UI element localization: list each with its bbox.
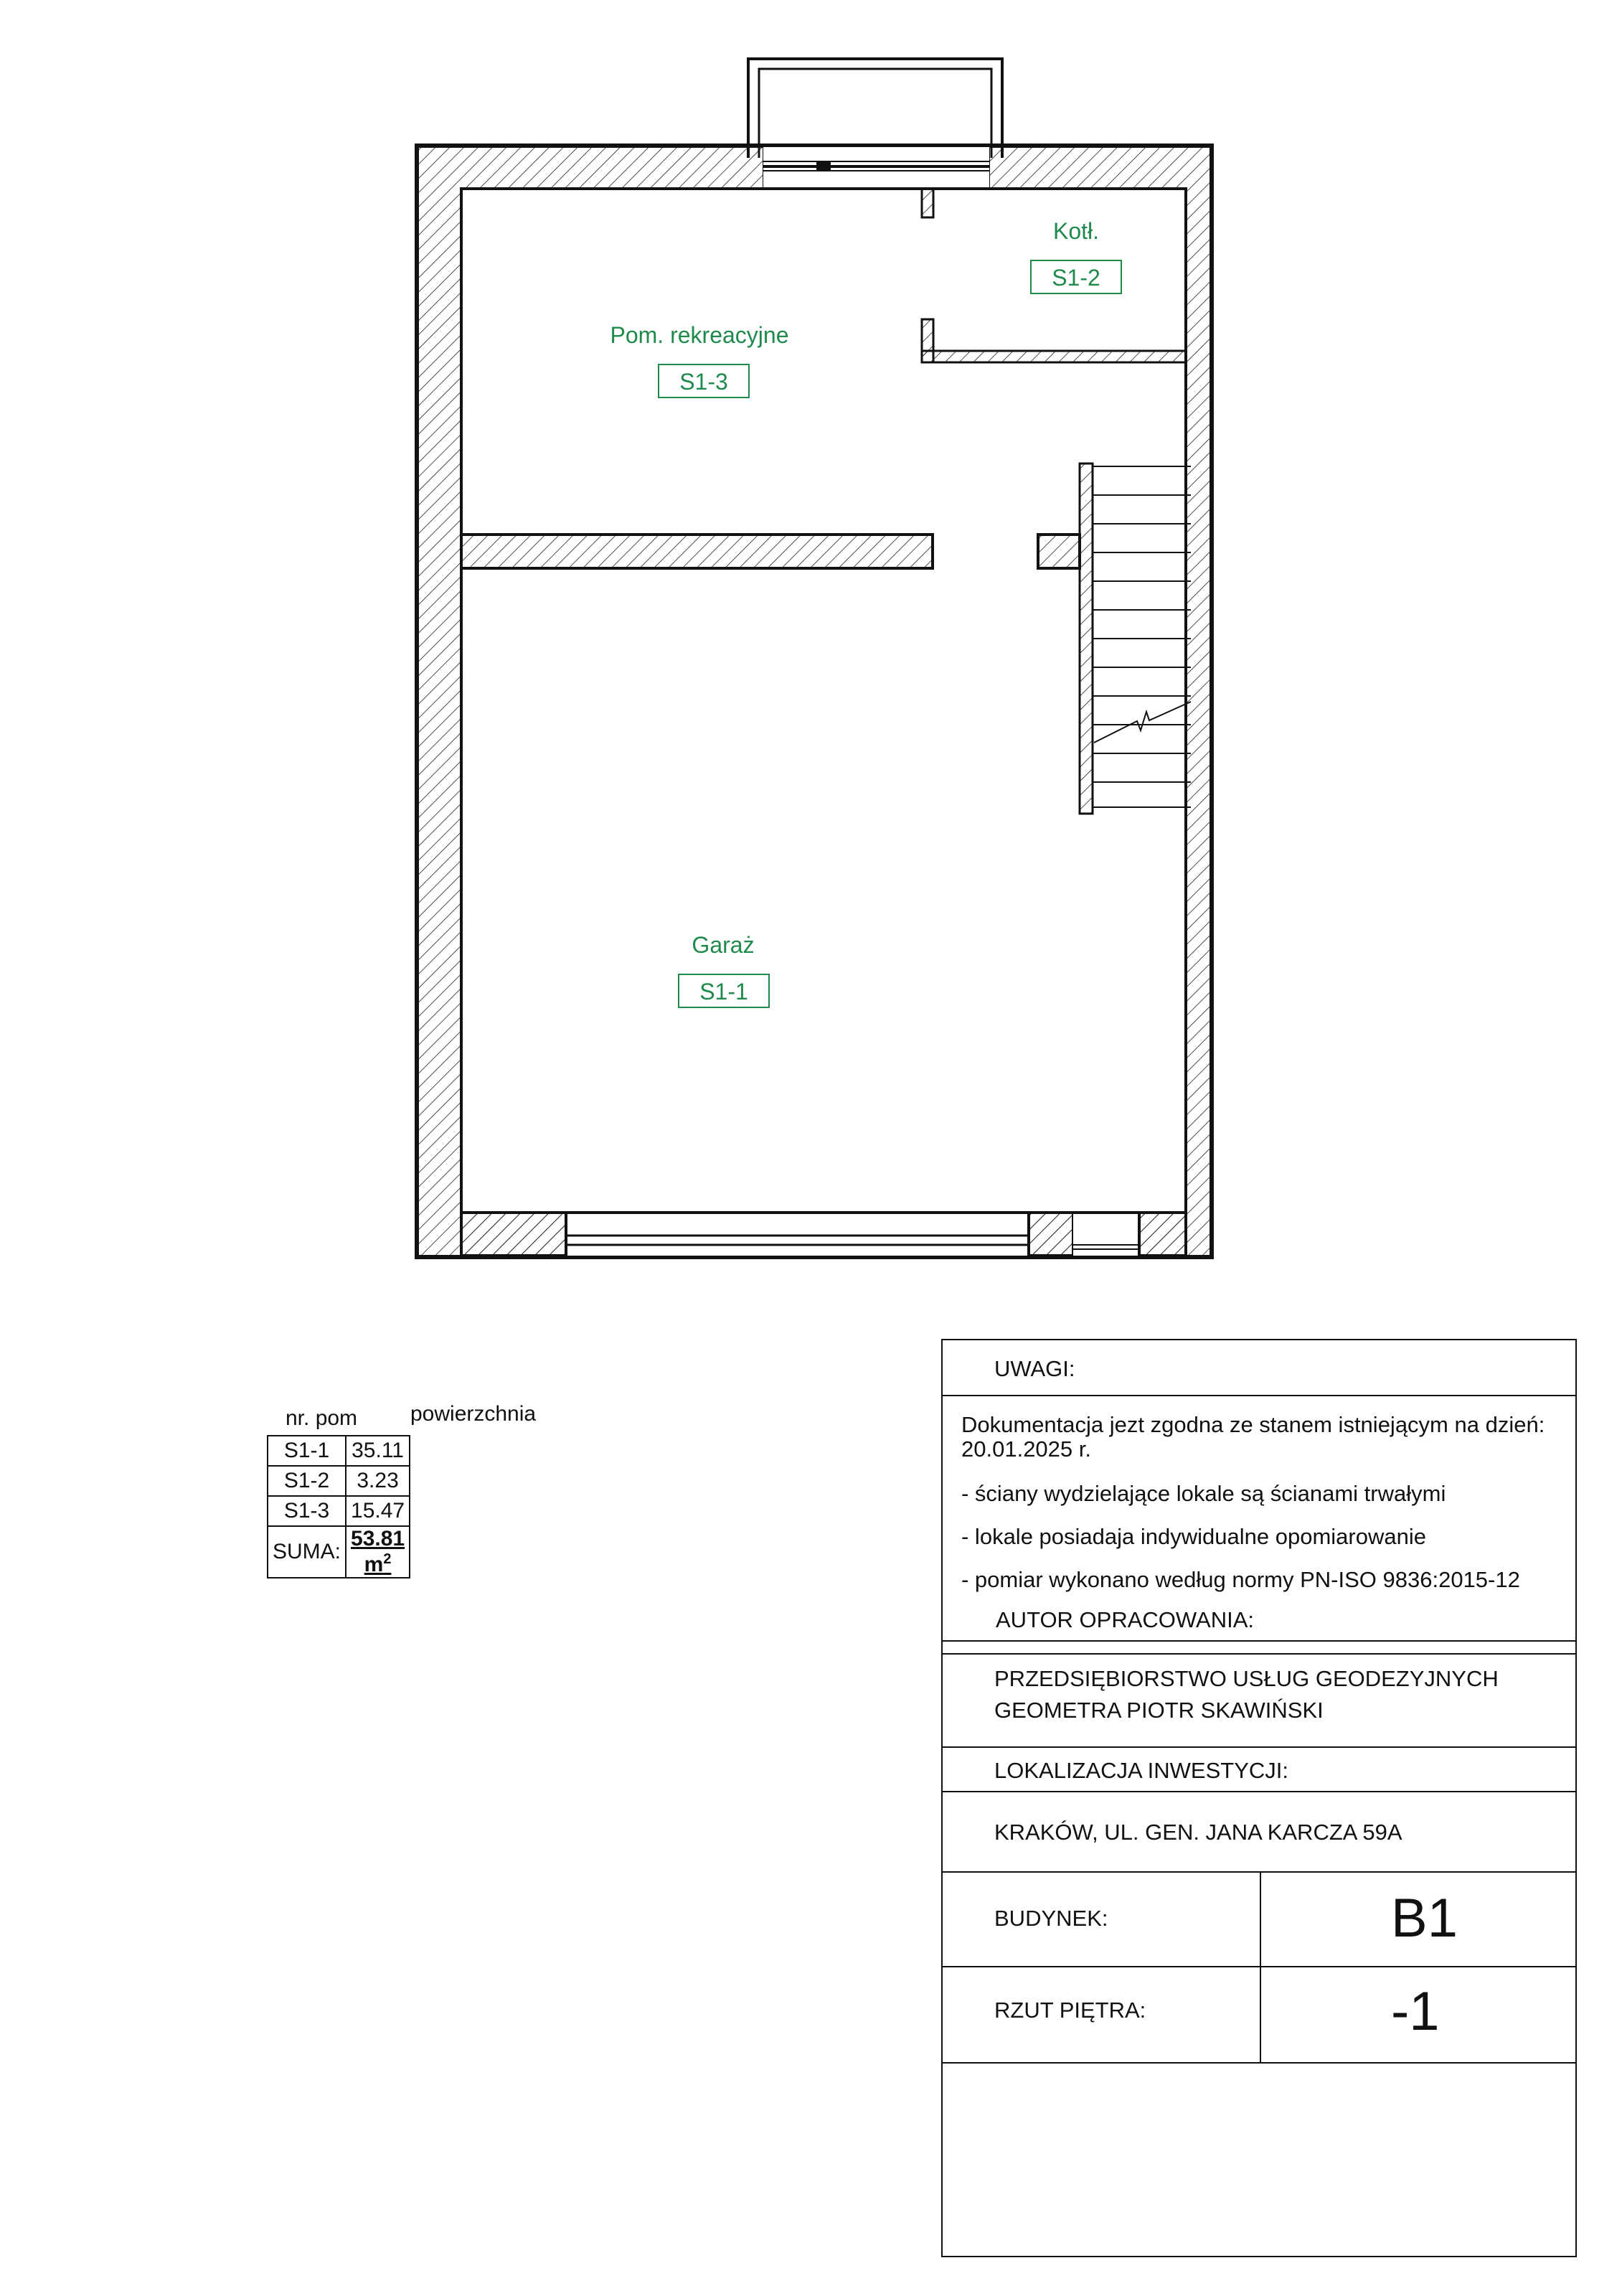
sum-cell bbox=[346, 1526, 410, 1578]
floor-label: RZUT PIĘTRA: bbox=[994, 1998, 1146, 2023]
location-label: LOKALIZACJA INWESTYCJI: bbox=[994, 1758, 1288, 1783]
building-value: B1 bbox=[1391, 1888, 1458, 1949]
garage-door bbox=[461, 1213, 1186, 1256]
col-header-area: powierzchnia bbox=[410, 1402, 537, 1426]
author-label-row bbox=[943, 1599, 1575, 1642]
table-row bbox=[268, 1466, 410, 1496]
room-cell: S1-3 bbox=[268, 1496, 346, 1526]
author-line: PRZEDSIĘBIORSTWO USŁUG GEODEZYJNYCH bbox=[994, 1666, 1499, 1691]
table-row bbox=[268, 1436, 410, 1466]
location-value: KRAKÓW, UL. GEN. JANA KARCZA 59A bbox=[994, 1820, 1402, 1845]
uwagi-row bbox=[943, 1340, 1575, 1396]
sum-value: 53.81 m bbox=[351, 1527, 405, 1576]
location-label-row bbox=[943, 1748, 1575, 1792]
room-label-S1-3 bbox=[610, 322, 789, 397]
room-label-S1-1 bbox=[679, 932, 769, 1007]
note-line: 20.01.2025 r. bbox=[961, 1436, 1091, 1462]
room-name: Garaż bbox=[692, 932, 755, 958]
floor-value: -1 bbox=[1391, 1981, 1440, 2042]
note-line: - lokale posiadaja indywidualne opomiarowanie bbox=[961, 1524, 1426, 1549]
room-label-S1-2 bbox=[1031, 218, 1121, 293]
room-code: S1-2 bbox=[1052, 265, 1100, 291]
author-line: GEOMETRA PIOTR SKAWIŃSKI bbox=[994, 1698, 1324, 1723]
area-cell: 15.47 bbox=[346, 1496, 410, 1526]
uwagi-label: UWAGI: bbox=[994, 1356, 1075, 1381]
staircase bbox=[1080, 464, 1191, 814]
area-cell: 3.23 bbox=[346, 1466, 410, 1496]
building-row bbox=[943, 1873, 1575, 1967]
area-grid bbox=[267, 1435, 410, 1578]
col-header-room: nr. pom bbox=[286, 1406, 358, 1430]
pillar bbox=[1038, 535, 1080, 568]
room-name: Pom. rekreacyjne bbox=[610, 322, 789, 348]
note-line: - ściany wydzielające lokale są ścianami trwałymi bbox=[961, 1481, 1446, 1506]
room-code: S1-3 bbox=[679, 369, 728, 395]
area-cell: 35.11 bbox=[346, 1436, 410, 1466]
building-label: BUDYNEK: bbox=[994, 1906, 1108, 1931]
title-block bbox=[941, 1339, 1577, 2257]
room-cell: S1-2 bbox=[268, 1466, 346, 1496]
floor-row bbox=[943, 1967, 1575, 2064]
room-cell: S1-1 bbox=[268, 1436, 346, 1466]
sum-row bbox=[268, 1526, 410, 1578]
location-row bbox=[943, 1792, 1575, 1873]
author-row bbox=[943, 1642, 1575, 1748]
sum-unit-exponent: 2 bbox=[383, 1551, 392, 1567]
room-name: Kotł. bbox=[1052, 218, 1100, 244]
window-bay bbox=[748, 59, 1002, 189]
note-line: Dokumentacja jezt zgodna ze stanem istniejącym na dzień: bbox=[961, 1412, 1545, 1437]
author-label: AUTOR OPRACOWANIA: bbox=[996, 1607, 1254, 1632]
internal-wall bbox=[461, 535, 933, 568]
note-line: - pomiar wykonano według normy PN-ISO 9836:2015-12 bbox=[961, 1567, 1520, 1592]
room-code: S1-1 bbox=[699, 979, 748, 1004]
table-row bbox=[268, 1496, 410, 1526]
sum-label: SUMA: bbox=[268, 1526, 346, 1578]
